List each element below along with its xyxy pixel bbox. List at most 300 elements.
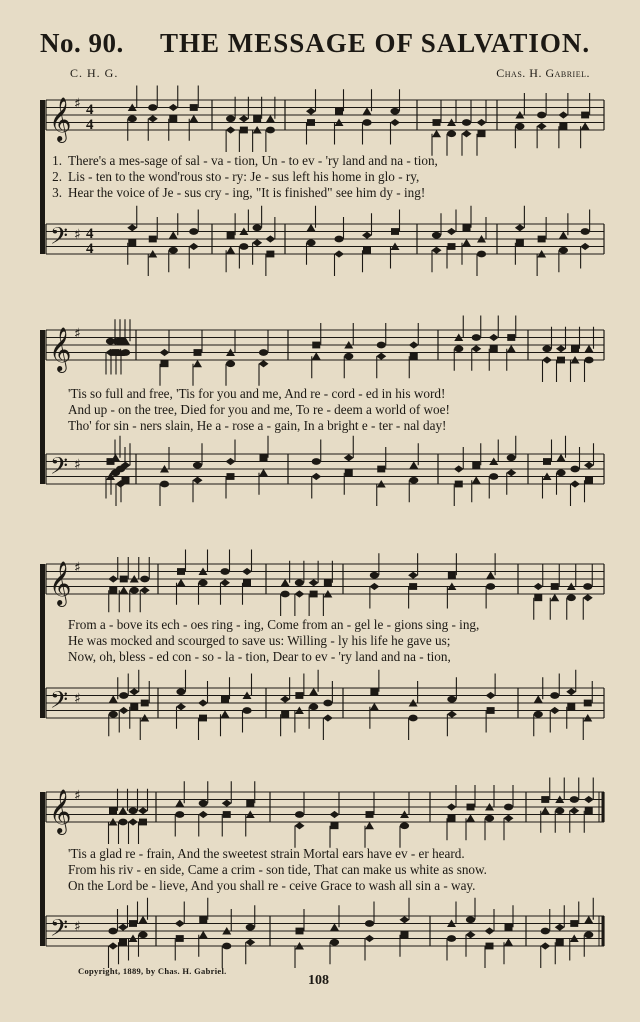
note-head (190, 104, 198, 111)
note-head (189, 115, 198, 123)
treble-clef-icon: 𝄞 (49, 561, 72, 605)
lyric-line: From his riv - en side, Came a crim - son tide, That can make us white as snow. (68, 862, 487, 877)
note-head (109, 695, 118, 703)
note-head (281, 711, 289, 718)
note-head (198, 579, 207, 586)
note-head (226, 458, 236, 465)
lyric-line: On the Lord be - lieve, And you shall re - ceive Grace to wash all sin a - way. (68, 878, 476, 893)
note-head (260, 454, 268, 461)
note-head (312, 352, 321, 360)
note-head (559, 123, 567, 130)
note-head (506, 469, 516, 476)
note-head (335, 108, 343, 115)
lyric-line: 'Tis so full and free, 'Tis for you and me, And re - cord - ed in his word! (68, 386, 446, 401)
note-head (189, 243, 199, 250)
note-head (585, 807, 593, 814)
note-head (472, 476, 481, 484)
note-head (542, 356, 552, 363)
note-head (570, 466, 579, 473)
note-head (239, 243, 248, 250)
note-head (370, 572, 379, 579)
lyric-line: 1. There's a mes-sage of sal - va - tion, Un - to ev - 'ry land and na - tion, (52, 153, 438, 168)
note-head (400, 822, 409, 829)
note-head (199, 916, 207, 923)
note-head (221, 710, 230, 718)
note-head (486, 943, 494, 950)
note-head (556, 345, 566, 352)
note-head (330, 811, 340, 818)
sharp-icon: ♯ (74, 691, 81, 707)
note-head (312, 458, 321, 465)
treble-clef-icon: 𝄞 (49, 97, 72, 141)
note-head (471, 345, 481, 352)
note-head (119, 807, 128, 815)
sharp-icon: ♯ (74, 788, 81, 804)
note-head (540, 942, 550, 949)
note-head (455, 481, 463, 488)
note-head (466, 916, 475, 923)
note-head (108, 942, 118, 949)
lyrics-block-3 (38, 617, 604, 665)
note-head (108, 575, 118, 582)
note-head (376, 353, 386, 360)
note-head (122, 477, 130, 484)
note-head (149, 236, 157, 243)
note-head (130, 587, 139, 594)
note-head (109, 711, 118, 718)
lyric-line: And up - on the tree, Died for you and me, To re - deem a world of woe! (68, 402, 450, 417)
note-head (199, 931, 208, 939)
sharp-icon: ♯ (74, 227, 81, 243)
lyrics-block-1 (38, 153, 604, 201)
note-head (507, 334, 515, 341)
note-head (583, 583, 592, 590)
note-head (485, 815, 494, 822)
note-head (570, 920, 578, 927)
note-head (463, 224, 471, 231)
note-head (148, 115, 158, 122)
lyric-line: From a - bove its ech - oes ring - ing, Come from an - gel le - gions sing - ing, (68, 617, 480, 632)
note-head (266, 115, 275, 123)
sharp-icon: ♯ (74, 457, 81, 473)
bass-clef-icon: 𝄢 (50, 914, 69, 947)
note-head (558, 111, 568, 118)
note-head (454, 465, 464, 472)
note-head (557, 454, 566, 462)
note-head (472, 334, 481, 341)
note-head (454, 345, 463, 352)
note-head (567, 594, 576, 601)
note-head (377, 342, 386, 349)
note-head (477, 119, 487, 126)
note-head (410, 353, 418, 360)
treble-clef-icon: 𝄞 (49, 789, 72, 833)
note-head (120, 576, 128, 583)
note-head (584, 931, 593, 938)
note-head (448, 572, 456, 579)
lyrics-block-2 (38, 386, 604, 434)
note-head (128, 807, 137, 814)
note-head (432, 232, 441, 239)
note-head (365, 822, 374, 830)
note-head (239, 115, 249, 122)
note-head (550, 594, 559, 602)
note-head (198, 699, 208, 706)
note-head (334, 236, 343, 243)
note-head (194, 349, 202, 356)
note-head (266, 127, 275, 134)
note-head (176, 703, 186, 710)
note-head (281, 591, 290, 598)
note-head (534, 594, 542, 601)
note-head (128, 239, 136, 246)
note-head (160, 349, 170, 356)
note-head (409, 341, 419, 348)
note-head (584, 462, 594, 469)
music-system-3 (38, 560, 604, 728)
note-head (312, 342, 320, 349)
note-head (175, 811, 184, 818)
note-head (169, 231, 178, 239)
note-head (581, 228, 590, 235)
lyric-line: 3. Hear the voice of Je - sus cry - ing, "It is finished" see him dy - ing! (52, 185, 426, 200)
note-head (226, 246, 235, 254)
note-head (447, 696, 456, 703)
note-head (252, 239, 262, 246)
note-head (119, 707, 129, 714)
note-head (175, 920, 185, 927)
note-head (432, 130, 441, 138)
note-head (559, 231, 568, 239)
time-signature: 4 (86, 241, 94, 257)
note-head (294, 590, 304, 597)
note-head (504, 938, 513, 946)
note-head (138, 931, 147, 938)
note-head (193, 477, 203, 484)
note-head (344, 454, 354, 461)
note-head (489, 334, 499, 341)
note-head (550, 692, 559, 699)
note-head (400, 916, 410, 923)
note-head (310, 591, 318, 598)
note-head (584, 700, 592, 707)
note-head (161, 360, 169, 367)
note-head (139, 819, 147, 826)
lyric-line: Now, oh, bless - ed con - so - la - tion, Dear to ev - 'ry land and na - tion, (68, 649, 451, 664)
note-head (550, 707, 560, 714)
note-head (487, 707, 495, 714)
note-head (432, 247, 442, 254)
note-head (253, 224, 262, 231)
bass-clef-icon: 𝄢 (50, 222, 69, 255)
note-head (462, 239, 471, 247)
sharp-icon: ♯ (74, 326, 81, 342)
time-signature: 4 (86, 117, 94, 133)
note-head (533, 583, 543, 590)
note-head (391, 228, 399, 235)
note-head (557, 357, 565, 364)
note-head (409, 583, 417, 590)
note-head (160, 481, 169, 488)
note-head (505, 924, 513, 931)
note-head (467, 804, 475, 811)
note-head (280, 696, 290, 703)
note-head (485, 927, 495, 934)
note-head (259, 469, 268, 477)
note-head (121, 349, 130, 356)
note-head (138, 807, 148, 814)
hymn-header (40, 28, 600, 68)
note-head (534, 711, 543, 718)
note-head (516, 239, 524, 246)
bass-clef-icon: 𝄢 (50, 452, 69, 485)
note-head (242, 568, 252, 575)
credits-line (70, 66, 590, 84)
note-head (243, 579, 251, 586)
note-head (242, 707, 251, 714)
note-head (198, 811, 208, 818)
composer-name: Chas. H. Gabriel. (496, 66, 590, 80)
note-head (466, 931, 476, 938)
note-head (408, 572, 418, 579)
note-head (309, 688, 318, 696)
note-head (370, 703, 379, 711)
treble-clef-icon: 𝄞 (49, 327, 72, 371)
note-head (223, 811, 231, 818)
note-head (307, 224, 316, 232)
note-head (118, 924, 128, 931)
note-head (266, 251, 274, 258)
note-head (334, 250, 344, 257)
note-head (537, 123, 547, 130)
note-head (571, 345, 579, 352)
sharp-icon: ♯ (74, 96, 81, 112)
note-head (555, 807, 564, 814)
note-head (409, 461, 418, 469)
note-head (148, 104, 157, 111)
note-head (119, 692, 128, 699)
note-head (584, 796, 594, 803)
note-head (365, 935, 375, 942)
note-head (177, 568, 185, 575)
note-head (281, 579, 290, 587)
note-head (330, 939, 339, 946)
note-head (472, 462, 480, 469)
note-head (259, 349, 268, 356)
lyrics-block-4 (38, 846, 604, 894)
lyric-line: 'Tis a glad re - frain, And the sweetest strain Mortal ears have ev - er heard. (68, 846, 465, 861)
note-head (580, 243, 590, 250)
note-head (226, 126, 236, 133)
note-head (295, 692, 303, 699)
note-head (504, 815, 514, 822)
note-head (507, 454, 516, 461)
note-head (569, 807, 579, 814)
bass-clef-icon: 𝄢 (50, 686, 69, 719)
note-head (366, 811, 374, 818)
note-head (265, 235, 275, 242)
note-head (176, 935, 184, 942)
note-head (222, 800, 232, 807)
note-head (139, 916, 148, 924)
note-head (543, 458, 551, 465)
music-system-1 (38, 96, 604, 264)
note-head (363, 247, 371, 254)
author-initials: C. H. G. (70, 66, 119, 80)
note-head (311, 473, 321, 480)
note-head (570, 796, 579, 803)
sharp-icon: ♯ (74, 919, 81, 935)
note-head (551, 583, 559, 590)
final-bar-line (602, 916, 605, 946)
note-head (324, 579, 332, 586)
note-head (515, 123, 524, 130)
note-head (490, 345, 498, 352)
note-head (226, 115, 235, 122)
note-head (477, 251, 486, 258)
note-head (556, 939, 564, 946)
note-head (556, 469, 565, 476)
note-head (140, 587, 150, 594)
note-head (447, 935, 456, 942)
note-head (141, 700, 149, 707)
note-head (111, 454, 120, 462)
note-head (199, 800, 208, 807)
note-head (583, 594, 593, 601)
note-head (109, 807, 117, 814)
note-head (555, 924, 565, 931)
note-head (245, 939, 255, 946)
time-signature: 4 (86, 102, 94, 118)
note-head (447, 130, 456, 137)
hymn-number: No. 90. (40, 28, 124, 58)
note-head (221, 696, 229, 703)
note-head (323, 714, 333, 721)
note-head (331, 822, 339, 829)
note-head (390, 108, 399, 115)
note-head (538, 236, 546, 243)
lyric-line: He was mocked and scourged to save us: Willing - ly his life he gave us; (68, 633, 451, 648)
note-head (370, 688, 378, 695)
note-head (478, 130, 486, 137)
copyright-notice: Copyright, 1889, by Chas. H. Gabriel. (78, 966, 227, 976)
note-head (128, 115, 137, 122)
note-head (246, 924, 255, 931)
note-head (447, 803, 457, 810)
note-head (169, 115, 177, 122)
note-head (409, 715, 418, 722)
note-head (409, 477, 418, 484)
note-head (466, 814, 475, 822)
note-head (176, 688, 185, 695)
note-head (390, 119, 400, 126)
page-number: 108 (308, 973, 329, 988)
note-head (585, 477, 593, 484)
note-head (175, 799, 184, 807)
note-head (486, 571, 495, 579)
music-system-2 (38, 326, 604, 494)
note-head (259, 360, 269, 367)
note-head (401, 931, 409, 938)
hymn-title: THE MESSAGE OF SALVATION. (160, 28, 591, 58)
note-head (507, 345, 516, 353)
note-head (433, 119, 441, 126)
final-bar-line (602, 792, 605, 822)
note-head (306, 239, 315, 246)
note-head (570, 480, 580, 487)
note-head (330, 923, 339, 931)
note-head (344, 353, 353, 360)
note-head (109, 587, 117, 594)
note-head (226, 360, 235, 367)
note-head (129, 688, 139, 695)
note-head (220, 568, 229, 575)
note-head (306, 108, 316, 115)
note-head (140, 576, 149, 583)
note-head (447, 228, 457, 235)
note-head (253, 115, 261, 122)
note-head (567, 703, 575, 710)
note-head (193, 462, 202, 469)
note-head (307, 119, 315, 126)
note-head (559, 247, 568, 254)
note-head (486, 692, 496, 699)
note-head (295, 811, 304, 818)
note-head (199, 715, 207, 722)
note-head (448, 243, 456, 250)
note-head (534, 695, 543, 703)
lyric-line: 2. Lis - ten to the wond'rous sto - ry: Je - sus left his home in glo - ry, (52, 169, 420, 184)
note-head (542, 345, 551, 352)
note-head (377, 466, 385, 473)
note-head (128, 818, 138, 825)
note-head (193, 360, 202, 368)
note-head (365, 920, 374, 927)
note-head (537, 112, 546, 119)
note-head (119, 586, 128, 594)
note-head (345, 469, 353, 476)
note-head (168, 104, 178, 111)
note-head (541, 807, 550, 815)
note-head (489, 473, 498, 480)
note-head (585, 345, 594, 353)
time-signature: 4 (86, 226, 94, 242)
note-head (566, 688, 576, 695)
note-head (220, 579, 230, 586)
note-head (462, 130, 472, 137)
note-head (295, 579, 304, 586)
note-head (309, 703, 318, 710)
note-head (447, 711, 457, 718)
note-head (246, 800, 254, 807)
note-head (448, 815, 456, 822)
note-head (584, 357, 593, 364)
note-head (541, 796, 549, 803)
note-head (189, 228, 198, 235)
note-head (541, 928, 550, 935)
note-head (369, 583, 379, 590)
note-head (119, 939, 127, 946)
note-head (581, 122, 590, 130)
note-head (515, 224, 525, 231)
note-head (295, 822, 305, 829)
note-head (169, 247, 178, 254)
note-head (486, 583, 495, 590)
note-head (362, 119, 371, 126)
note-head (127, 224, 137, 231)
lyric-line: Tho' for sin - ners slain, He a - rose a - gain, In a bright e - ter - nal day! (68, 418, 447, 433)
note-head (323, 700, 332, 707)
